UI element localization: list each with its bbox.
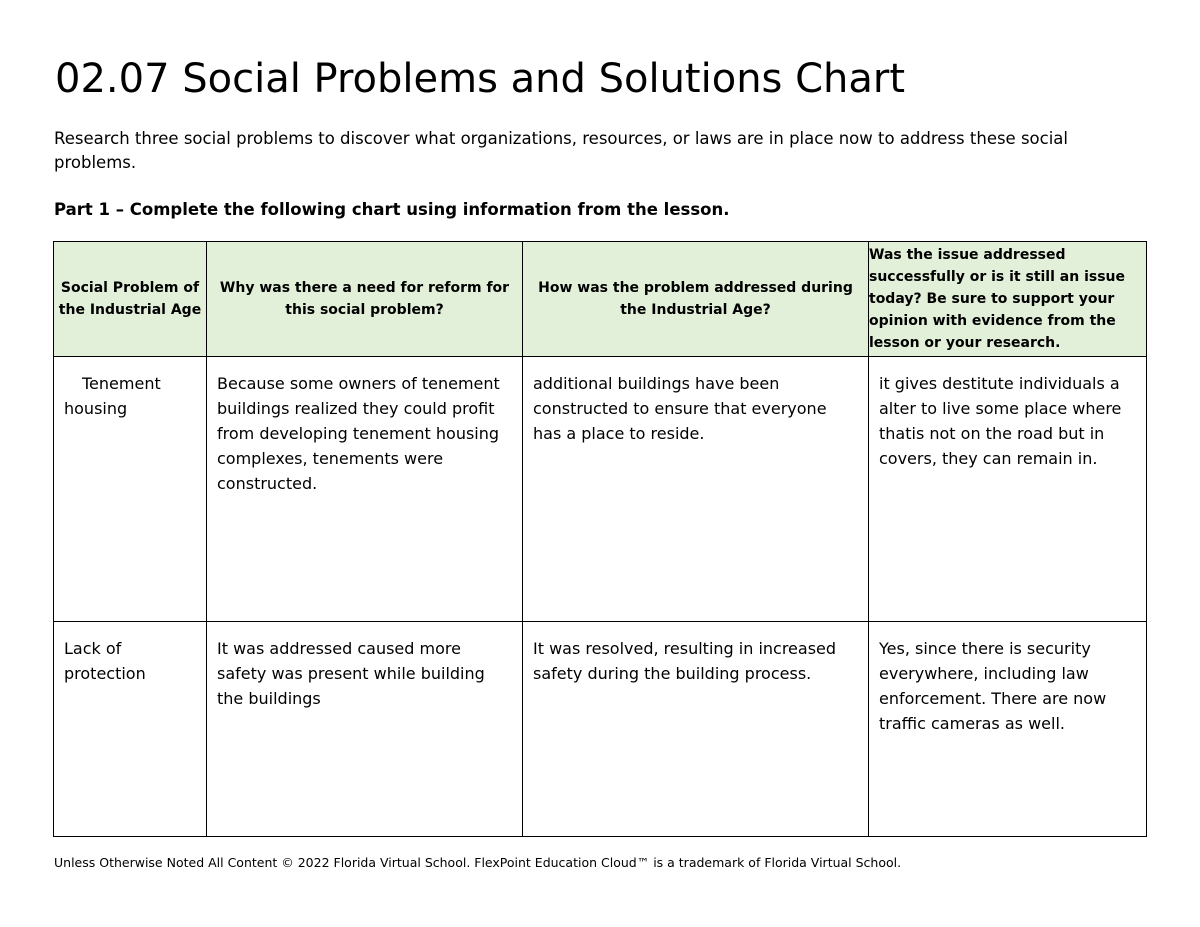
table-row	[54, 622, 1147, 837]
header-how-addressed: How was the problem addressed during the Industrial Age?	[523, 242, 869, 357]
cell-need-for-reform: Because some owners of tenement buildings realized they could profit from developing tenement housing complexes, tenements were constructed.	[207, 357, 523, 622]
cell-need-for-reform: It was addressed caused more safety was present while building the buildings	[207, 622, 523, 837]
intro-paragraph: Research three social problems to discover what organizations, resources, or laws are in place now to address these social problems.	[54, 129, 1069, 172]
table-header-row	[54, 242, 1147, 357]
cell-problem-text: Tenement housing	[64, 374, 161, 418]
copyright-footer: Unless Otherwise Noted All Content © 2022 Florida Virtual School. FlexPoint Education Cloud™ is a trademark of Florida Virtual School.	[54, 855, 902, 870]
social-problems-table	[53, 241, 1147, 837]
header-need-for-reform: Why was there a need for reform for this social problem?	[207, 242, 523, 357]
cell-problem: Lack of protection	[54, 622, 207, 837]
cell-still-an-issue: it gives destitute individuals a alter to live some place where thatis not on the road but in covers, they can remain in.	[869, 357, 1147, 622]
page-title: 02.07 Social Problems and Solutions Chart	[55, 56, 906, 102]
cell-still-an-issue: Yes, since there is security everywhere, including law enforcement. There are now traffic cameras as well.	[869, 622, 1147, 837]
cell-problem	[54, 357, 207, 622]
header-social-problem: Social Problem of the Industrial Age	[54, 242, 207, 357]
cell-how-addressed: additional buildings have been constructed to ensure that everyone has a place to reside.	[523, 357, 869, 622]
header-still-an-issue: Was the issue addressed successfully or is it still an issue today? Be sure to support your opinion with evidence from the lesson or your research.	[869, 242, 1147, 357]
cell-how-addressed: It was resolved, resulting in increased safety during the building process.	[523, 622, 869, 837]
table-row	[54, 357, 1147, 622]
part-heading: Part 1 – Complete the following chart using information from the lesson.	[54, 200, 730, 219]
